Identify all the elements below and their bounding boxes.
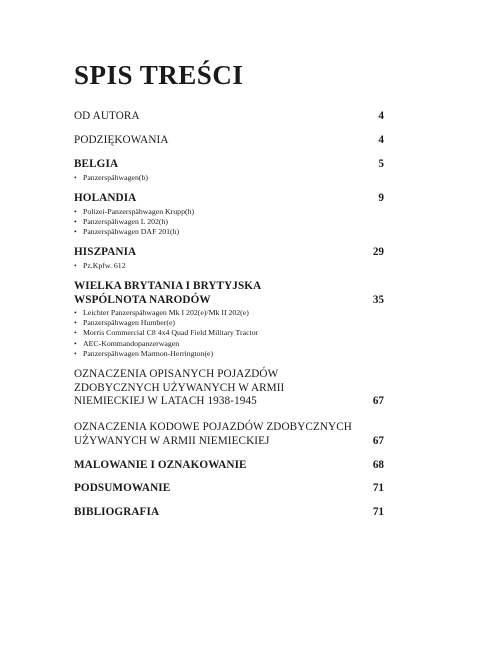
toc-entry-heading: HISZPANIA	[74, 246, 137, 258]
toc-entry	[74, 506, 384, 520]
toc-entry-heading: OZNACZENIA KODOWE POJAZDÓW ZDOBYCZNYCH UŻYWANYCH W ARMII NIEMIECKIEJ	[74, 421, 352, 447]
toc-entry-page: 4	[378, 110, 384, 122]
toc-subentries	[74, 261, 384, 271]
toc-entry-heading: OD AUTORA	[74, 110, 140, 122]
toc-entry-page: 35	[372, 293, 384, 306]
bullet-icon: •	[74, 318, 77, 328]
toc-entry-heading: BIBLIOGRAFIA	[74, 506, 160, 518]
toc-entry	[74, 421, 384, 448]
toc-entry-heading: BELGIA	[74, 158, 119, 170]
toc-entry-heading: PODSUMOWANIE	[74, 482, 171, 494]
toc-subentry: • Panzerspähwagen DAF 201(h)	[74, 226, 180, 236]
toc-subentries	[74, 308, 384, 359]
toc-subentry: • Panzerspähwagen Humber(e)	[74, 318, 176, 328]
bullet-icon: •	[74, 216, 77, 226]
toc-entry-page: 71	[372, 506, 384, 518]
bullet-icon: •	[74, 226, 77, 236]
toc-entry	[74, 158, 384, 183]
toc-entry-heading: MALOWANIE I OZNAKOWANIE	[74, 459, 247, 471]
bullet-icon: •	[74, 328, 77, 338]
toc-entry-heading: PODZIĘKOWANIA	[74, 134, 169, 146]
bullet-icon: •	[74, 172, 77, 182]
toc-subentry: • Leichter Panzerspähwagen Mk I 202(e)/Mk II 202(e)	[74, 308, 249, 317]
toc-entry	[74, 192, 384, 237]
toc-subentry: • Pz.Kpfw. 612	[74, 260, 126, 270]
toc-entry	[74, 482, 384, 496]
toc-subentry: • Panzerspähwagen Marmon-Herrington(e)	[74, 348, 214, 358]
toc-entry-page: 71	[372, 482, 384, 494]
toc-entry-heading: HOLANDIA	[74, 192, 137, 204]
toc-subentry: • AEC-Kommandopanzerwagen	[74, 338, 180, 348]
toc-entry	[74, 246, 384, 271]
toc-subentries	[74, 173, 384, 183]
toc-subentries	[74, 207, 384, 238]
bullet-icon: •	[74, 338, 77, 348]
toc-entry	[74, 368, 384, 409]
toc-entry-page: 68	[372, 459, 384, 471]
page-title: SPIS TREŚCI	[74, 60, 244, 90]
bullet-icon: •	[74, 348, 77, 358]
bullet-icon: •	[74, 308, 77, 317]
toc-subentry: • Panzerspähwagen(b)	[74, 172, 148, 182]
toc-entry-page: 67	[372, 395, 384, 407]
toc-entry	[74, 110, 384, 124]
toc-entry-page: 5	[378, 158, 384, 170]
toc-entry	[74, 459, 384, 473]
toc-entry-page: 4	[378, 134, 384, 146]
toc-entry-heading: OZNACZENIA OPISANYCH POJAZDÓW ZDOBYCZNYCH UŻYWANYCH W ARMII NIEMIECKIEJ W LATACH 1938-1945	[74, 368, 285, 407]
toc-entry	[74, 134, 384, 148]
toc-entry-page: 9	[378, 192, 384, 204]
toc-subentry: • Polizei-Panzerspähwagen Krupp(h)	[74, 206, 195, 216]
toc-subentry: • Morris Commercial C8 4x4 Quad Field Military Tractor	[74, 328, 259, 338]
toc-entry	[74, 280, 384, 359]
toc-entry-page: 67	[372, 434, 384, 447]
toc-entry-heading: WIELKA BRYTANIA I BRYTYJSKA WSPÓLNOTA NARODÓW	[74, 280, 261, 306]
bullet-icon: •	[74, 206, 77, 216]
toc-entry-page: 29	[372, 246, 384, 258]
bullet-icon: •	[74, 260, 77, 270]
toc-subentry: • Panzerspähwagen L 202(h)	[74, 216, 169, 226]
